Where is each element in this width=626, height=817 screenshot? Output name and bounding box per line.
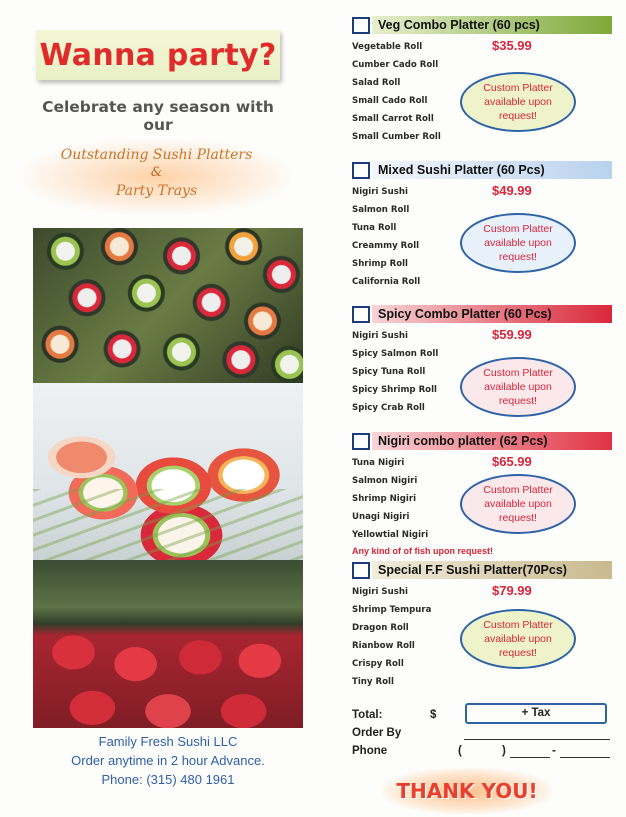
custom-line-2: available upon [484,633,552,645]
thank-you: THANK YOU! [382,768,552,814]
list-item: Spicy Salmon Roll [352,349,439,359]
platter-nigiri-checkbox[interactable] [352,433,370,450]
list-item: Spicy Crab Roll [352,403,425,413]
outstanding-line-2: Party Trays [115,183,198,199]
platter-title: Veg Combo Platter (60 pcs) [378,18,540,32]
list-item: Crispy Roll [352,659,404,669]
rainbow-rolls-photo [33,383,303,560]
platter-mixed-checkbox[interactable] [352,162,370,179]
dollar-sign: $ [430,709,437,721]
phone-prefix-field[interactable] [510,757,550,758]
custom-line-1: Custom Platter [483,619,553,631]
custom-line-3: request! [499,512,537,524]
list-item: Dragon Roll [352,623,409,633]
custom-line-1: Custom Platter [483,484,553,496]
platter-price: $79.99 [492,583,532,598]
list-item: Rianbow Roll [352,641,415,651]
custom-line-3: request! [499,395,537,407]
list-item: Tiny Roll [352,677,394,687]
phone-line-field[interactable] [560,757,610,758]
platter-nigiri [352,432,612,556]
platter-price: $65.99 [492,454,532,469]
custom-platter-badge [460,357,576,417]
custom-line-2: available upon [484,96,552,108]
tagline: Celebrate any season with our [42,98,274,134]
custom-line-1: Custom Platter [483,82,553,94]
custom-line-3: request! [499,110,537,122]
platter-mixed [352,161,612,291]
list-item: California Roll [352,277,421,287]
platter-veg [352,16,612,146]
list-item: Small Cumber Roll [352,132,441,142]
platter-special-checkbox[interactable] [352,562,370,579]
headline: Wanna party? [39,37,277,73]
order-form [352,706,612,760]
custom-line-2: available upon [484,498,552,510]
custom-line-2: available upon [484,237,552,249]
custom-line-3: request! [499,647,537,659]
phone-paren-open: ( [458,745,462,757]
custom-line-2: available upon [484,381,552,393]
outstanding-ampersand: & [150,165,163,180]
phone-dash: - [552,745,556,757]
tax-label: + Tax [521,707,551,719]
custom-platter-badge [460,609,576,669]
sushi-rolls-photo [33,228,303,383]
list-item: Nigiri Sushi [352,587,408,597]
custom-platter-badge [460,474,576,534]
list-item: Salad Roll [352,78,401,88]
order-by-label: Order By [352,727,402,739]
outstanding-banner [24,140,289,214]
business-phone: Phone: (315) 480 1961 [101,772,235,787]
phone-label: Phone [352,745,388,757]
list-item: Small Carrot Roll [352,114,434,124]
custom-line-1: Custom Platter [483,223,553,235]
platter-title: Special F.F Sushi Platter(70Pcs) [378,563,567,577]
platter-price: $59.99 [492,327,532,342]
business-name: Family Fresh Sushi LLC [98,734,238,749]
order-note: Order anytime in 2 hour Advance. [71,753,265,768]
list-item: Spicy Shrimp Roll [352,385,437,395]
fish-note: Any kind of of fish upon request! [352,546,493,556]
total-field[interactable] [465,703,607,724]
platter-title: Nigiri combo platter (62 Pcs) [378,434,548,448]
custom-platter-badge [460,72,576,132]
list-item: Small Cado Roll [352,96,428,106]
business-info [33,732,303,789]
list-item: Tuna Nigiri [352,458,405,468]
custom-line-3: request! [499,251,537,263]
list-item: Cumber Cado Roll [352,60,439,70]
list-item: Salmon Nigiri [352,476,418,486]
total-label: Total: [352,709,383,721]
list-item: Yellowtial Nigiri [352,530,429,540]
platter-price: $49.99 [492,183,532,198]
headline-banner [36,30,280,80]
phone-paren-close: ) [502,745,506,757]
platter-spicy-checkbox[interactable] [352,306,370,323]
list-item: Shrimp Nigiri [352,494,417,504]
list-item: Vegetable Roll [352,42,423,52]
nigiri-tray-photo [33,560,303,728]
outstanding-line-1: Outstanding Sushi Platters [60,147,253,163]
list-item: Unagi Nigiri [352,512,410,522]
platter-price: $35.99 [492,38,532,53]
platter-title: Mixed Sushi Platter (60 Pcs) [378,163,545,177]
list-item: Tuna Roll [352,223,397,233]
list-item: Salmon Roll [352,205,410,215]
custom-line-1: Custom Platter [483,367,553,379]
list-item: Spicy Tuna Roll [352,367,426,377]
custom-platter-badge [460,213,576,273]
order-by-field[interactable] [464,739,610,740]
list-item: Nigiri Sushi [352,187,408,197]
platter-title: Spicy Combo Platter (60 Pcs) [378,307,552,321]
platter-veg-checkbox[interactable] [352,17,370,34]
list-item: Creammy Roll [352,241,420,251]
list-item: Nigiri Sushi [352,331,408,341]
platter-special [352,561,612,691]
list-item: Shrimp Tempura [352,605,432,615]
list-item: Shrimp Roll [352,259,409,269]
platter-spicy [352,305,612,417]
